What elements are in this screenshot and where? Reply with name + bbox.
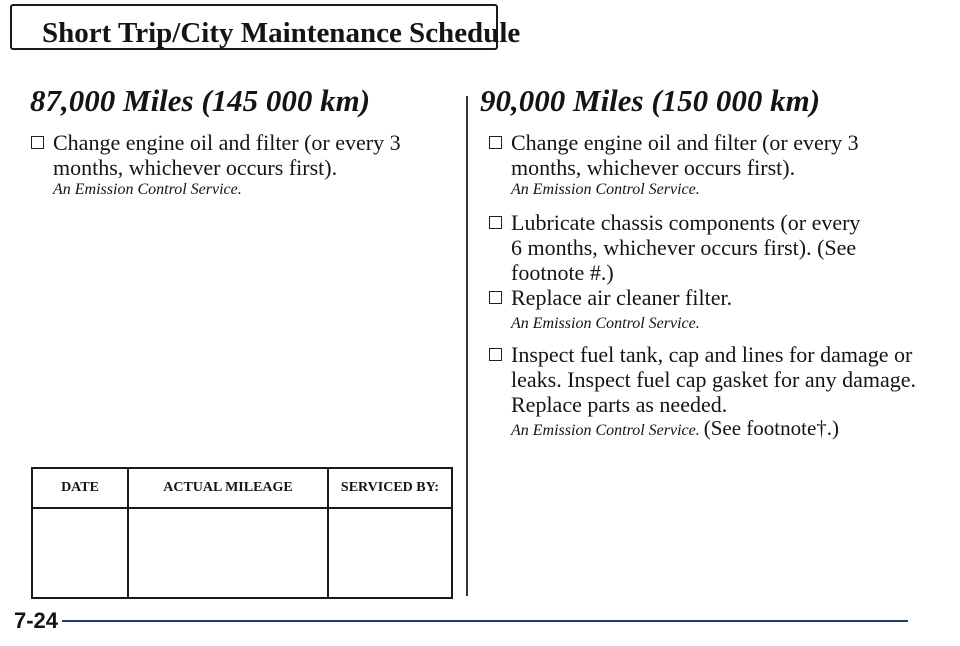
column-header-date: DATE [32, 468, 128, 508]
table-header-row [32, 468, 452, 508]
checklist-item [489, 342, 919, 417]
column-header-actual-mileage: ACTUAL MILEAGE [128, 468, 328, 508]
page-number: 7-24 [14, 608, 59, 633]
item-note: An Emission Control Service. [511, 422, 700, 439]
serviced-by-cell[interactable] [328, 508, 452, 598]
item-note: An Emission Control Service. [53, 181, 242, 198]
footnote-reference: (See footnote†.) [703, 416, 840, 440]
item-text: Replace air cleaner filter. [511, 285, 733, 310]
service-record-table [31, 467, 453, 599]
section-heading-87000: 87,000 Miles (145 000 km) [30, 83, 371, 118]
item-note-line [511, 418, 839, 441]
checkbox[interactable] [489, 348, 502, 361]
column-header-serviced-by: SERVICED BY: [328, 468, 452, 508]
item-text: Change engine oil and filter (or every 3 months, whichever occurs first). [53, 130, 401, 180]
item-note: An Emission Control Service. [511, 315, 700, 332]
checkbox[interactable] [489, 216, 502, 229]
checkbox[interactable] [489, 136, 502, 149]
page-title: Short Trip/City Maintenance Schedule [42, 17, 521, 49]
checklist-item [31, 130, 431, 180]
date-cell[interactable] [32, 508, 128, 598]
actual-mileage-cell[interactable] [128, 508, 328, 598]
table-row [32, 508, 452, 598]
column-divider [466, 96, 468, 596]
item-note: An Emission Control Service. [511, 181, 700, 198]
item-text: Change engine oil and filter (or every 3 months, whichever occurs first). [511, 130, 859, 180]
checklist-item [489, 285, 869, 310]
item-text: Inspect fuel tank, cap and lines for damage or leaks. Inspect fuel cap gasket for any damage. Replace parts as needed. [511, 342, 916, 417]
header-box [10, 4, 521, 50]
footer-rule [62, 620, 908, 622]
checkbox[interactable] [489, 291, 502, 304]
item-text: Lubricate chassis components (or every 6 months, whichever occurs first). (See footnote #.) [511, 210, 861, 285]
checklist-item [489, 210, 869, 285]
checklist-item [489, 130, 869, 180]
section-heading-90000: 90,000 Miles (150 000 km) [480, 83, 821, 118]
checkbox[interactable] [31, 136, 44, 149]
